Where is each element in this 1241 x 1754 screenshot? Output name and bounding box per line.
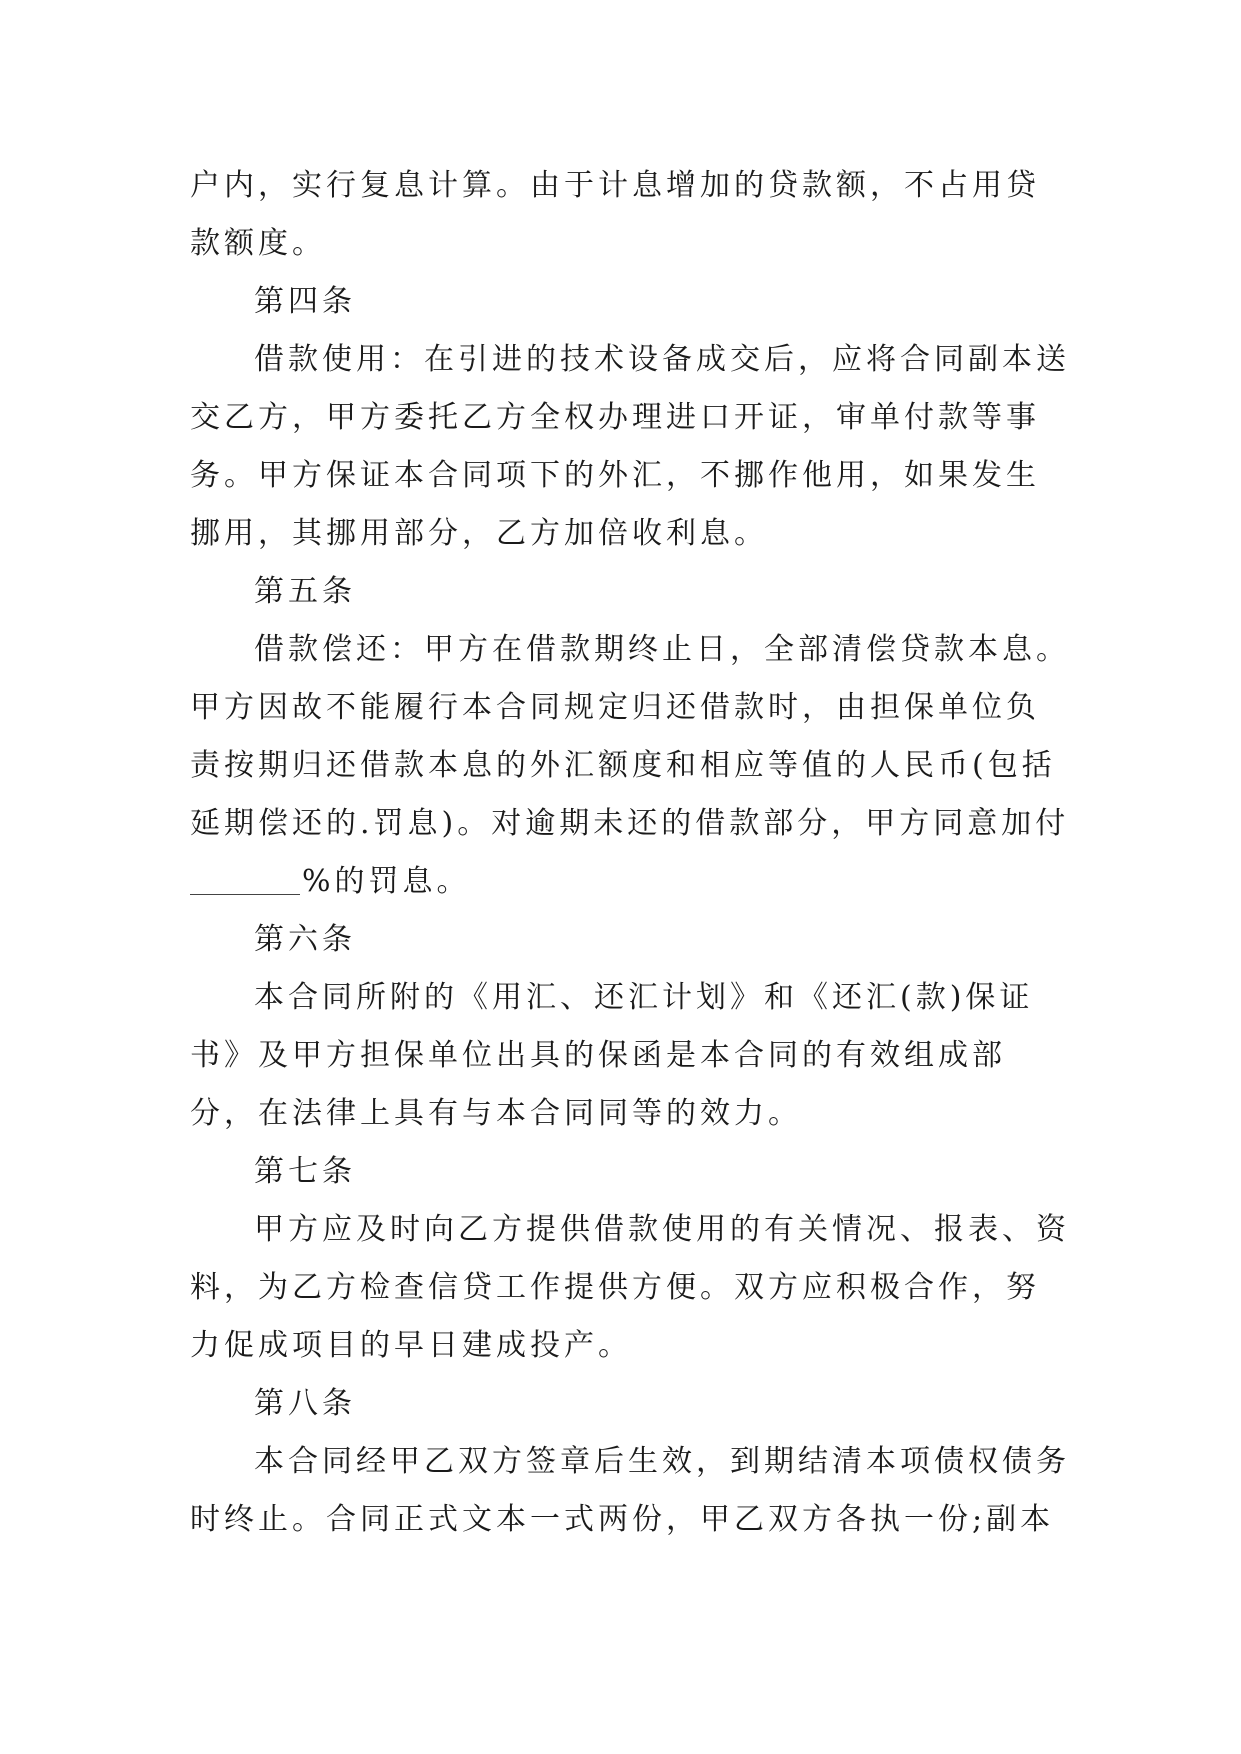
article-6-heading: 第六条 <box>254 922 356 957</box>
article-8-paragraph: 本合同经甲乙双方签章后生效，到期结清本项债权债务时终止。合同正式文本一式两份，甲乙双方各执一份;副本 <box>190 1444 1070 1537</box>
article-6-paragraph: 本合同所附的《用汇、还汇计划》和《还汇(款)保证书》及甲方担保单位出具的保函是本合同的有效组成部分，在法律上具有与本合同同等的效力。 <box>190 980 1034 1131</box>
paragraph-interest-continuation: 户内，实行复息计算。由于计息增加的贷款额，不占用贷款额度。 <box>190 168 1040 261</box>
article-5-paragraph: 借款偿还：甲方在借款期终止日，全部清偿贷款本息。甲方因故不能履行本合同规定归还借款时，由担保单位负责按期归还借款本息的外汇额度和相应等值的人民币(包括延期偿还的.罚息)。对逾期未还的借款部分，甲方同意加付 <box>190 632 1070 841</box>
article-7-heading: 第七条 <box>254 1154 356 1189</box>
article-5-heading: 第五条 <box>254 574 356 609</box>
article-5-penalty-line <box>190 853 1070 911</box>
penalty-rate-suffix: %的罚息。 <box>302 864 471 899</box>
contract-text <box>190 157 1070 1549</box>
penalty-rate-blank <box>190 864 300 895</box>
article-7-paragraph: 甲方应及时向乙方提供借款使用的有关情况、报表、资料，为乙方检查信贷工作提供方便。双方应积极合作，努力促成项目的早日建成投产。 <box>190 1212 1070 1363</box>
article-8-heading: 第八条 <box>254 1386 356 1421</box>
article-4-paragraph: 借款使用：在引进的技术设备成交后，应将合同副本送交乙方，甲方委托乙方全权办理进口开证，审单付款等事务。甲方保证本合同项下的外汇，不挪作他用，如果发生挪用，其挪用部分，乙方加倍收利息。 <box>190 342 1070 551</box>
article-4-heading: 第四条 <box>254 284 356 319</box>
